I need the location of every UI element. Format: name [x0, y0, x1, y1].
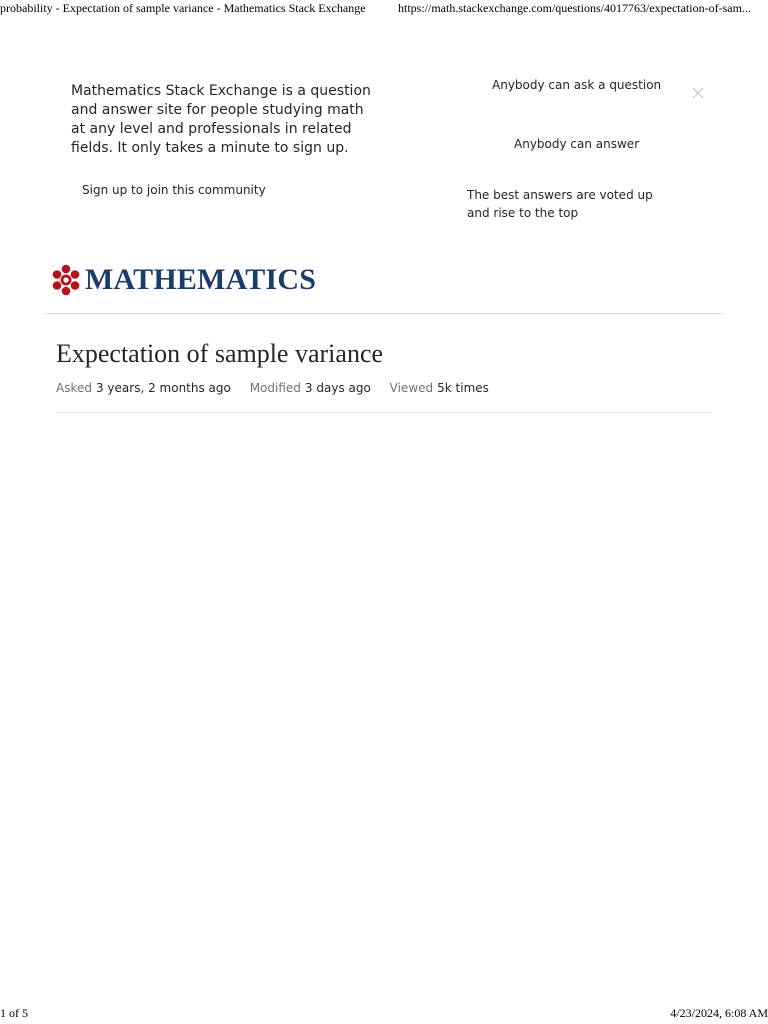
print-footer [0, 1006, 768, 1024]
close-icon[interactable] [690, 85, 706, 101]
feature-answer: Anybody can answer [514, 137, 640, 151]
mathematics-logo-icon [52, 264, 80, 296]
viewed-value: 5k times [437, 381, 489, 395]
site-description: Mathematics Stack Exchange is a question and answer site for people studying math at any level and professionals in related fields. It only takes a minute to sign up. [71, 83, 371, 156]
modified-meta [250, 381, 375, 395]
print-timestamp: 4/23/2024, 6:08 AM [670, 1006, 768, 1020]
print-page-title: probability - Expectation of sample variance - Mathematics Stack Exchange [0, 1, 366, 15]
logo-text: MATHEMATICS [85, 263, 317, 296]
signup-hero-banner [0, 56, 768, 236]
page-indicator: 1 of 5 [0, 1006, 28, 1020]
feature-ask-question: Anybody can ask a question [492, 78, 662, 92]
asked-label: Asked [56, 381, 92, 395]
meta-divider [56, 412, 712, 413]
print-url: https://math.stackexchange.com/questions/4017763/expectation-of-sam... [398, 1, 751, 15]
modified-value[interactable]: 3 days ago [304, 381, 371, 395]
asked-value: 3 years, 2 months ago [95, 381, 231, 395]
print-header [0, 0, 768, 16]
header-divider [45, 313, 723, 314]
viewed-meta [390, 381, 489, 395]
asked-meta [56, 381, 235, 395]
signup-link[interactable]: Sign up to join this community [82, 183, 266, 197]
viewed-label: Viewed [389, 381, 434, 395]
feature-voted-answers: The best answers are voted up and rise to the top [467, 188, 653, 220]
modified-label: Modified [249, 381, 301, 395]
question-meta [56, 381, 504, 395]
site-logo[interactable] [52, 263, 316, 297]
question-title[interactable]: Expectation of sample variance [56, 339, 384, 368]
